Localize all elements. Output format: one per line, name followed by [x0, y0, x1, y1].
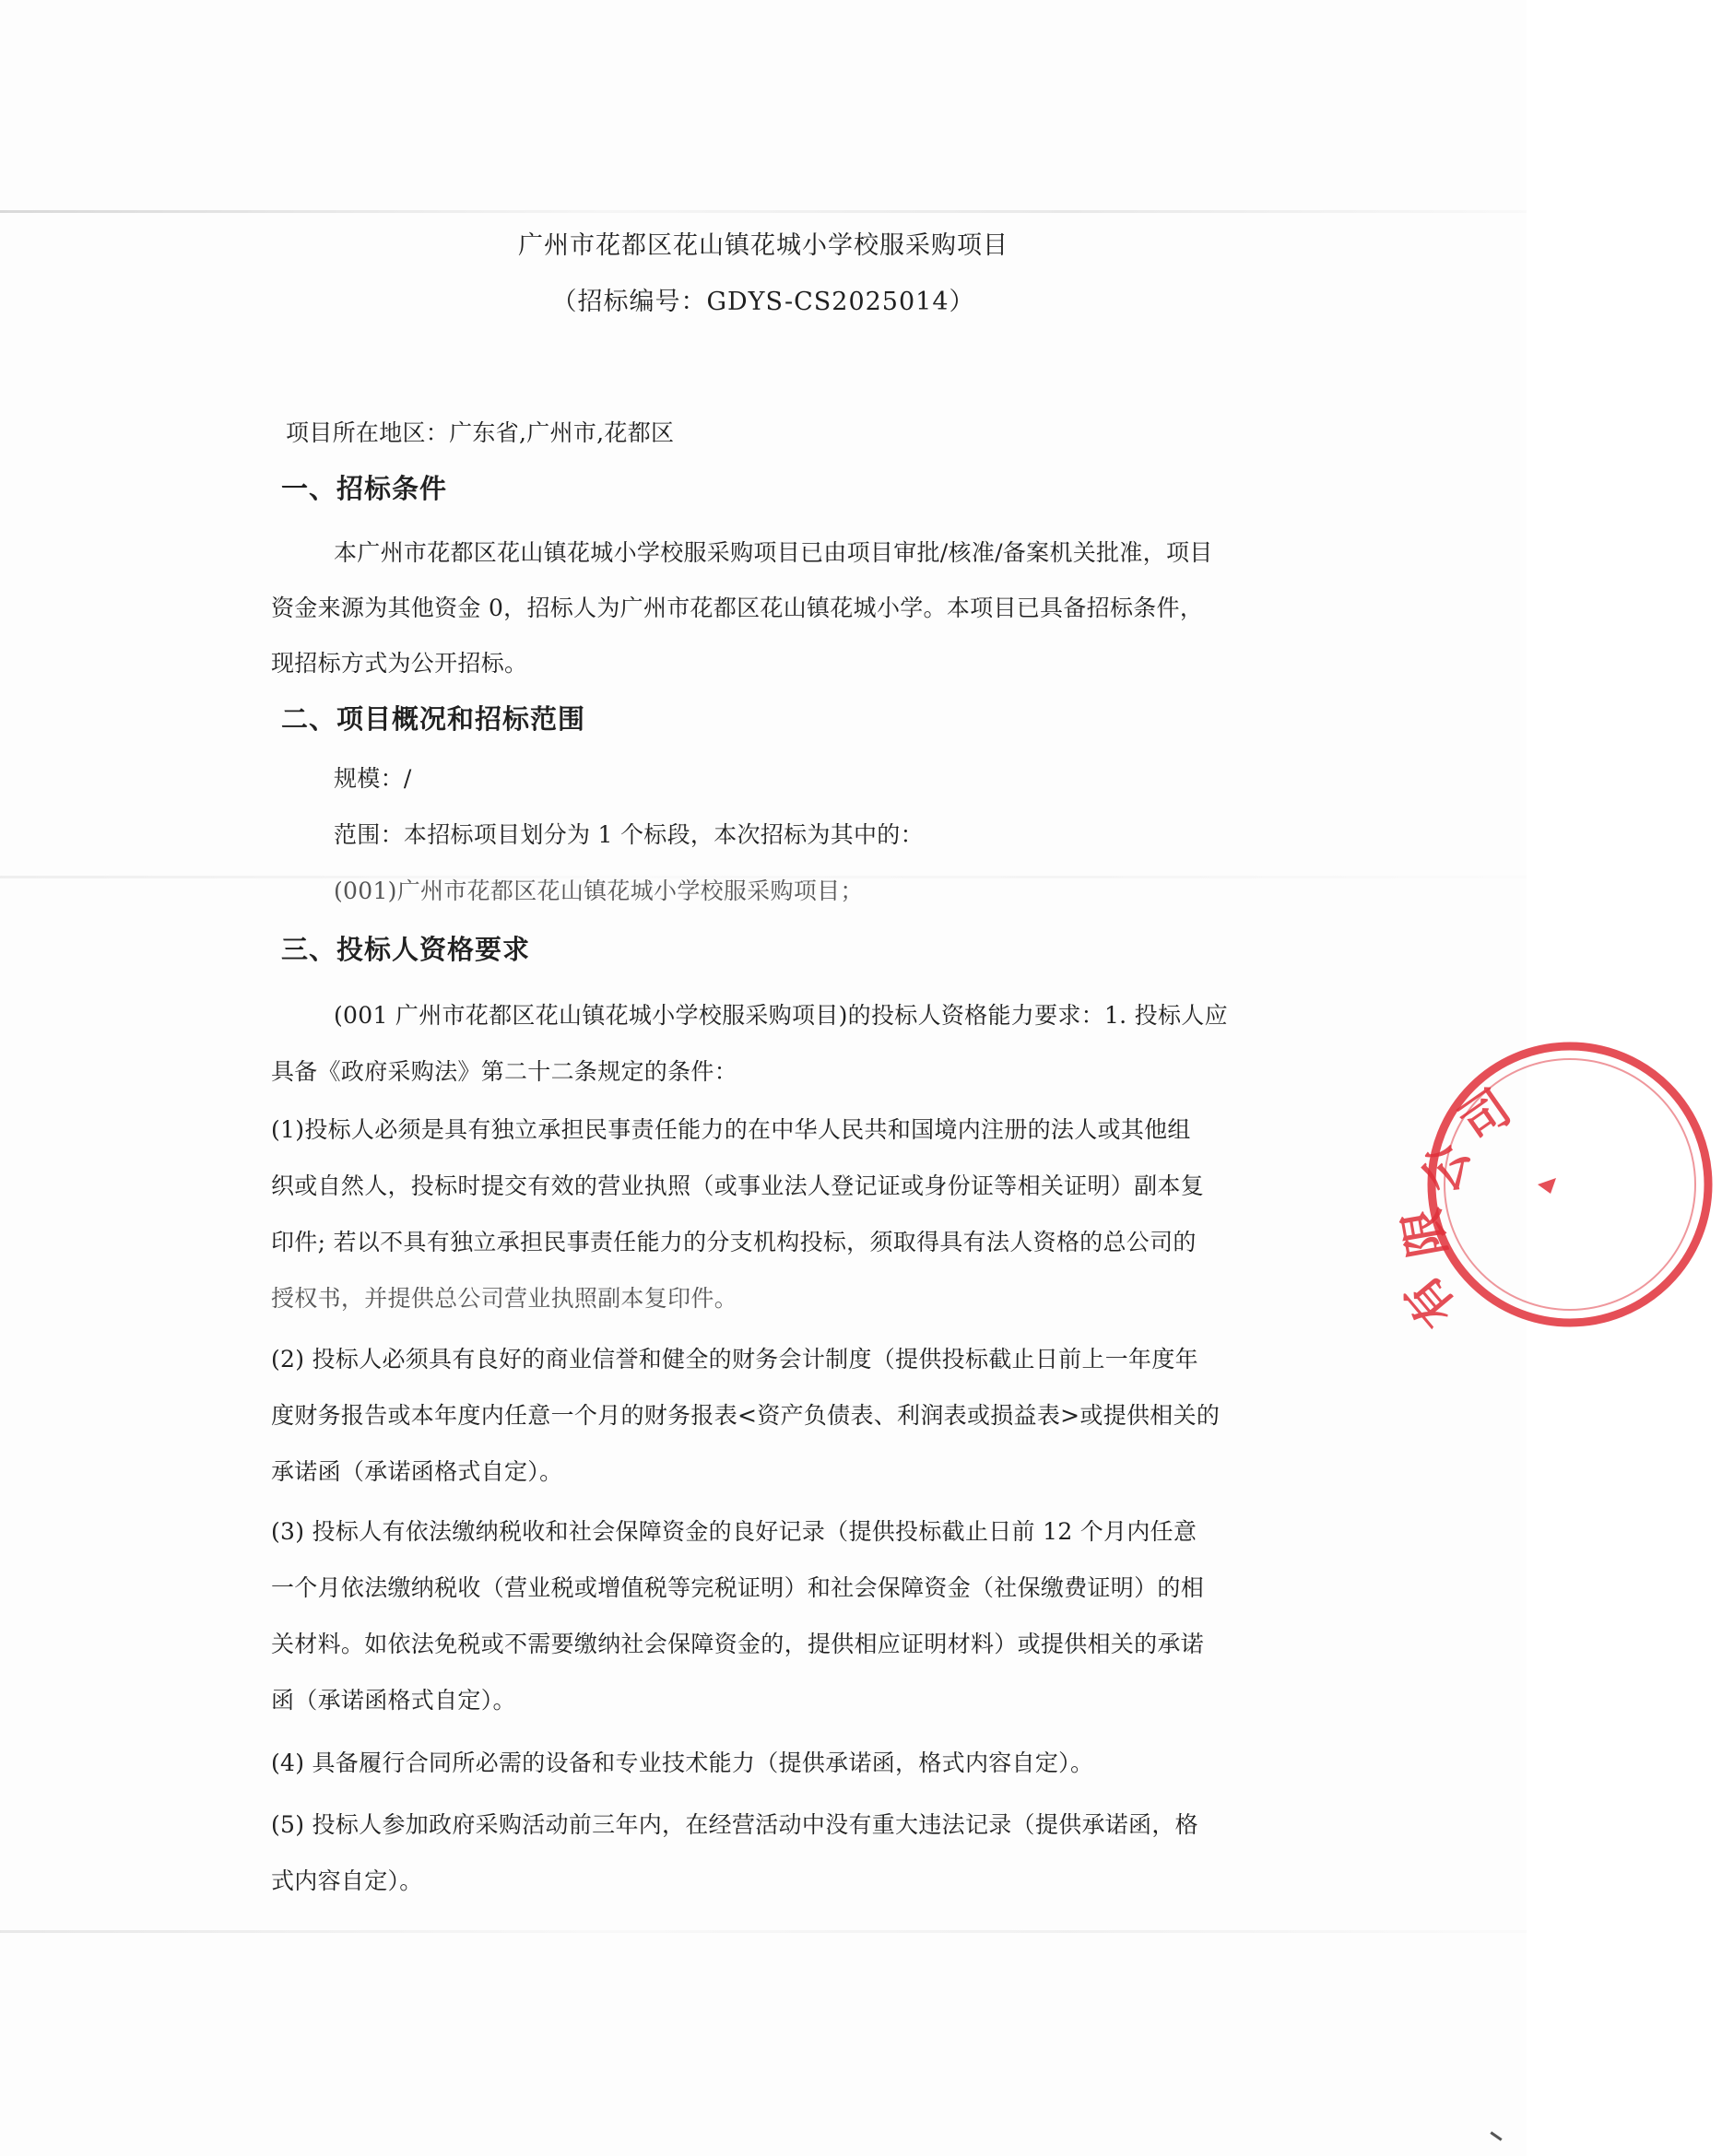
paragraph-line: 本广州市花都区花山镇花城小学校服采购项目已由项目审批/核准/备案机关批准，项目	[334, 539, 1213, 566]
paragraph-line: (5) 投标人参加政府采购活动前三年内，在经营活动中没有重大违法记录（提供承诺函，格	[271, 1811, 1198, 1838]
scan-artifact-line	[0, 210, 1527, 213]
paragraph-line: 授权书，并提供总公司营业执照副本复印件。	[271, 1285, 738, 1312]
paragraph-line: 式内容自定）。	[271, 1867, 423, 1894]
document-title: 广州市花都区花山镇花城小学校服采购项目	[518, 231, 1008, 260]
svg-text:有: 有	[1394, 1264, 1468, 1337]
paragraph-line: 现招标方式为公开招标。	[271, 650, 528, 677]
paragraph-line: 资金来源为其他资金 0，招标人为广州市花都区花山镇花城小学。本项目已具备招标条件，	[271, 595, 1204, 621]
section-heading: 三、投标人资格要求	[281, 934, 531, 965]
paragraph-line: 函（承诺函格式自定）。	[271, 1687, 516, 1714]
paragraph-line: 一个月依法缴纳税收（营业税或增值税等完税证明）和社会保障资金（社保缴费证明）的相	[271, 1574, 1205, 1601]
paragraph-line: (001 广州市花都区花山镇花城小学校服采购项目)的投标人资格能力要求：1. 投标人应	[334, 1002, 1228, 1029]
svg-text:限: 限	[1394, 1204, 1457, 1262]
document-subtitle: （招标编号：GDYS-CS2025014）	[551, 288, 975, 316]
svg-text:公: 公	[1411, 1137, 1481, 1201]
company-seal-stamp	[1394, 1032, 1722, 1337]
paragraph-line: 承诺函（承诺函格式自定）。	[271, 1458, 563, 1485]
section-heading: 二、项目概况和招标范围	[281, 703, 586, 735]
svg-text:司: 司	[1450, 1079, 1522, 1153]
paragraph-line: 织或自然人，投标时提交有效的营业执照（或事业法人登记证或身份证等相关证明）副本复	[271, 1172, 1205, 1199]
paragraph-line: 关材料。如依法免税或不需要缴纳社会保障资金的，提供相应证明材料）或提供相关的承诺	[271, 1631, 1205, 1657]
paragraph-line: (4) 具备履行合同所必需的设备和专业技术能力（提供承诺函，格式内容自定）。	[271, 1750, 1094, 1776]
paragraph-line: 度财务报告或本年度内任意一个月的财务报表<资产负债表、利润表或损益表>或提供相关的	[271, 1402, 1221, 1429]
paragraph-line: (2) 投标人必须具有良好的商业信誉和健全的财务会计制度（提供投标截止日前上一年度年	[271, 1346, 1198, 1373]
paragraph-line: 范围：本招标项目划分为 1 个标段，本次招标为其中的：	[334, 821, 924, 848]
section-heading: 一、招标条件	[281, 473, 448, 504]
paragraph-line: 规模：/	[334, 765, 412, 792]
scan-artifact-line	[0, 1930, 1527, 1933]
location-line: 项目所在地区：广东省,广州市,花都区	[286, 419, 675, 446]
paragraph-line: 具备《政府采购法》第二十二条规定的条件：	[271, 1058, 738, 1085]
paragraph-line: (1)投标人必须是具有独立承担民事责任能力的在中华人民共和国境内注册的法人或其他组	[271, 1116, 1191, 1143]
paragraph-line: (3) 投标人有依法缴纳税收和社会保障资金的良好记录（提供投标截止日前 12 个月内任意	[271, 1518, 1197, 1545]
paragraph-line: 印件; 若以不具有独立承担民事责任能力的分支机构投标，须取得具有法人资格的总公司的	[271, 1229, 1197, 1255]
scan-mark	[1490, 2131, 1502, 2140]
paragraph-line: (001)广州市花都区花山镇花城小学校服采购项目；	[334, 878, 864, 904]
